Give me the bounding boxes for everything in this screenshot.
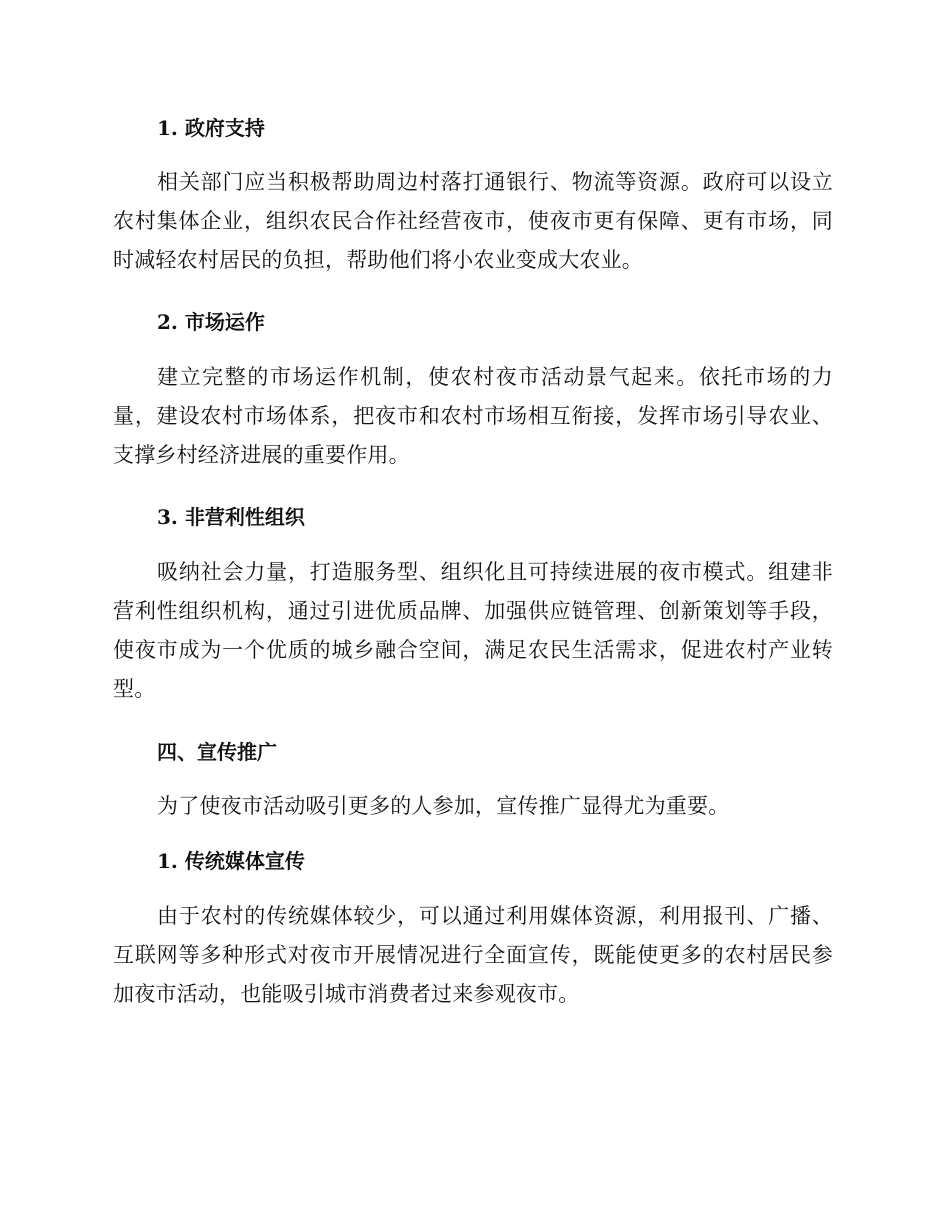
paragraph-government-support: 相关部门应当积极帮助周边村落打通银行、物流等资源。政府可以设立农村集体企业，组织农民合作社经营夜市，使夜市更有保障、更有市场，同时减轻农村居民的负担，帮助他们将小农业变成大农业。 <box>113 170 833 272</box>
paragraph-publicity: 为了使夜市活动吸引更多的人参加，宣传推广显得尤为重要。 <box>157 794 730 818</box>
section-heading-market-operation: 2. 市场运作 <box>157 310 265 334</box>
section-heading-publicity: 四、宣传推广 <box>157 740 277 764</box>
section-heading-government-support: 1. 政府支持 <box>157 116 265 140</box>
section-heading-traditional-media: 1. 传统媒体宣传 <box>157 849 305 873</box>
paragraph-nonprofit-organization: 吸纳社会力量，打造服务型、组织化且可持续进展的夜市模式。组建非营利性组织机构，通过引进优质品牌、加强供应链管理、创新策划等手段，使夜市成为一个优质的城乡融合空间，满足农民生活需求，促进农村产业转型。 <box>113 560 833 701</box>
paragraph-market-operation: 建立完整的市场运作机制，使农村夜市活动景气起来。依托市场的力量，建设农村市场体系，把夜市和农村市场相互衔接，发挥市场引导农业、支撑乡村经济进展的重要作用。 <box>113 365 833 467</box>
section-heading-nonprofit-organization: 3. 非营利性组织 <box>157 505 305 529</box>
paragraph-traditional-media: 由于农村的传统媒体较少，可以通过利用媒体资源，利用报刊、广播、互联网等多种形式对夜市开展情况进行全面宣传，既能使更多的农村居民参加夜市活动，也能吸引城市消费者过来参观夜市。 <box>113 904 833 1006</box>
